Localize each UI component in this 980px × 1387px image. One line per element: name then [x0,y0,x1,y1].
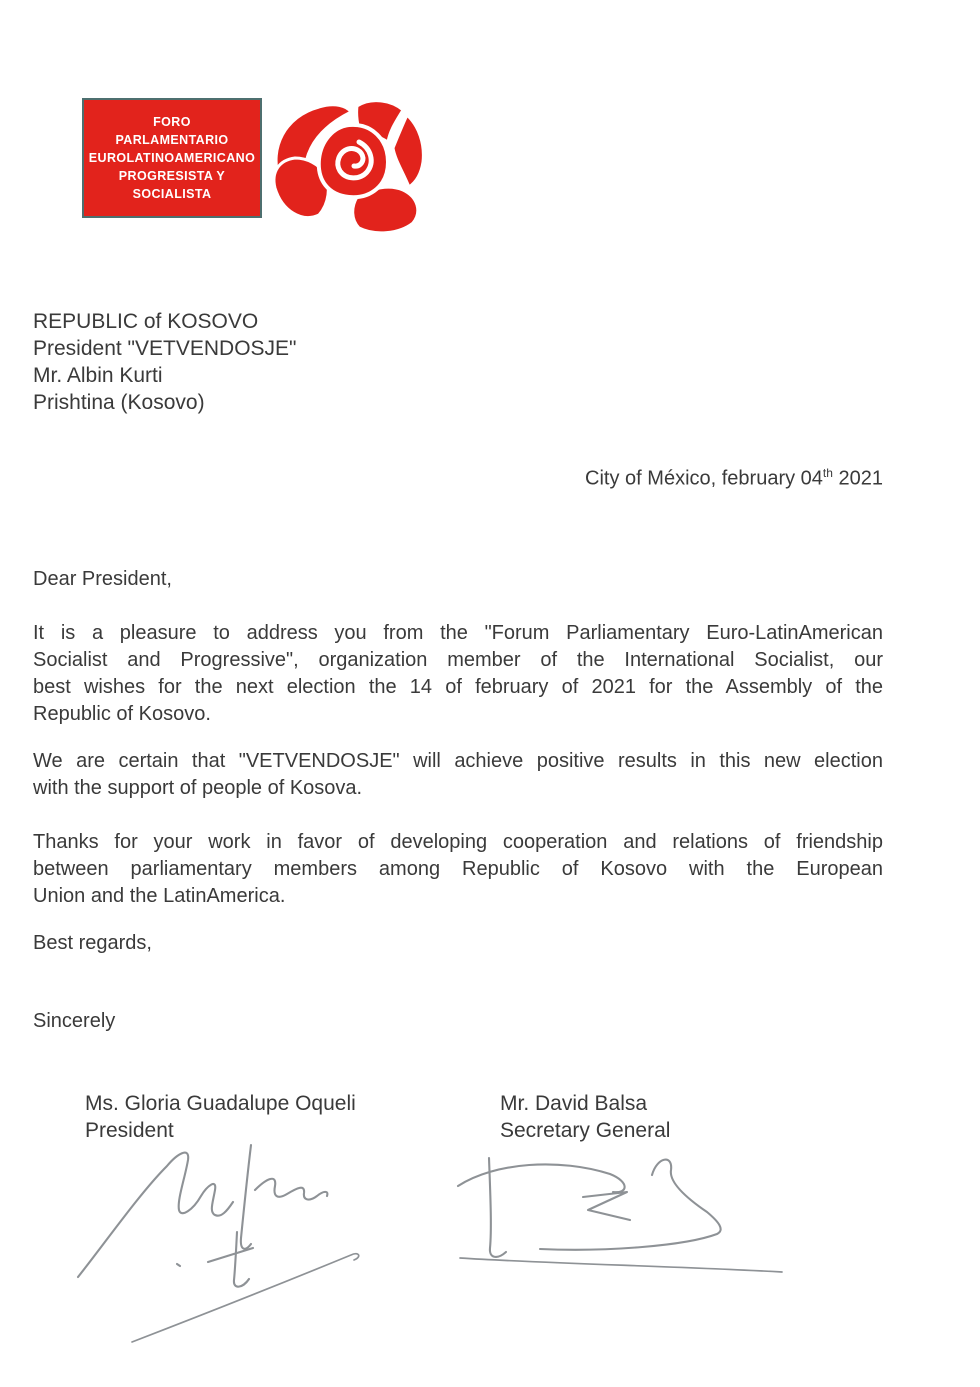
paragraph-line: Union and the LatinAmerica. [33,885,286,907]
paragraph-line: Thanks for your work in favor of developing cooperation and relations of friendship [33,831,883,853]
paragraph-line: It is a pleasure to address you from the "Forum Parliamentary Euro-LatinAmerican [33,622,883,644]
sincerely: Sincerely [33,1010,116,1032]
recipient-line: REPUBLIC of KOSOVO [33,310,259,333]
signatory-left [85,1090,356,1144]
org-logo-line: PROGRESISTA Y [118,169,226,183]
dateline-year: 2021 [832,467,883,490]
paragraph-3 [33,829,883,910]
org-logo-line: FORO [153,115,191,129]
rose-icon [267,100,427,243]
best-regards: Best regards, [33,932,152,954]
paragraph-1 [33,620,883,728]
org-logo [82,98,427,243]
dateline-text: City of México, february 04 [585,467,823,490]
org-logo-line: EUROLATINOAMERICANO [88,151,256,165]
paragraph-line: We are certain that "VETVENDOSJE" will achieve positive results in this new election [33,750,883,772]
dateline-ordinal: th [822,466,833,480]
recipient-line: President "VETVENDOSJE" [33,337,297,360]
signatory-left-name: Ms. Gloria Guadalupe Oqueli [85,1092,356,1115]
paragraph-line: with the support of people of Kosova. [33,777,363,799]
signatory-left-title: President [85,1119,174,1142]
paragraph-line: Socialist and Progressive", organization member of the International Socialist, our [33,649,883,671]
paragraph-line: best wishes for the next election the 14 of february of 2021 for the Assembly of the [33,676,883,698]
signatory-right [500,1090,670,1144]
org-logo-line: SOCIALISTA [132,187,212,201]
org-logo-box [82,98,262,218]
recipient-block [33,308,297,416]
signatory-right-name: Mr. David Balsa [500,1092,648,1115]
dateline [33,460,883,493]
org-logo-line: PARLAMENTARIO [115,133,229,147]
recipient-line: Prishtina (Kosovo) [33,391,205,414]
paragraph-2 [33,748,883,802]
signature-gloria [55,1138,485,1373]
paragraph-line: between parliamentary members among Republic of Kosovo with the European [33,858,883,880]
signatory-right-title: Secretary General [500,1119,671,1142]
signature-david [445,1142,790,1282]
paragraph-line: Republic of Kosovo. [33,703,211,725]
salutation: Dear President, [33,568,172,590]
recipient-line: Mr. Albin Kurti [33,364,163,387]
